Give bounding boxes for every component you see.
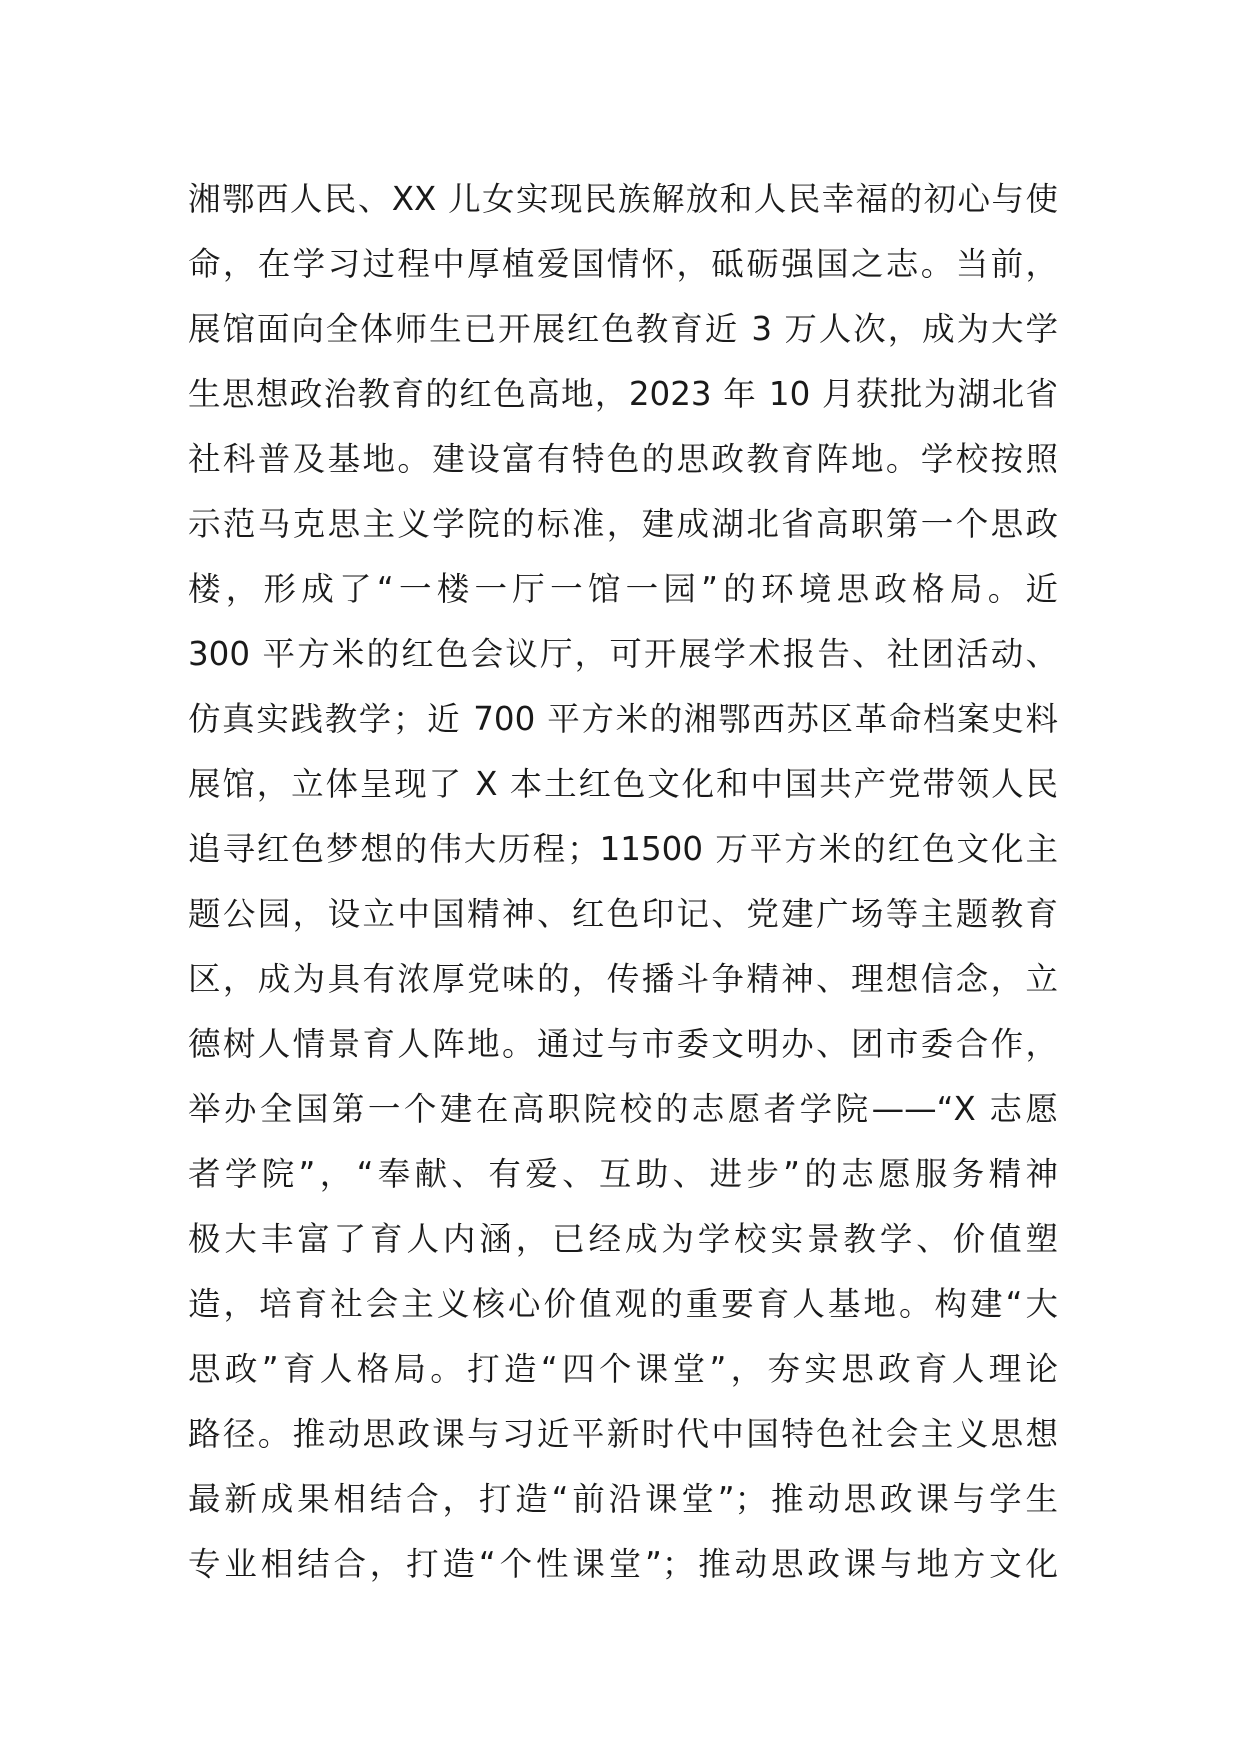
text-line-20: 路径。推动思政课与习近平新时代中国特色社会主义思想 <box>188 1415 1058 1453</box>
text-line-17: 极大丰富了育人内涵，已经成为学校实景教学、价值塑 <box>188 1220 1058 1258</box>
text-line-18: 造，培育社会主义核心价值观的重要育人基地。构建“大 <box>188 1285 1058 1323</box>
text-line-21: 最新成果相结合，打造“前沿课堂”；推动思政课与学生 <box>188 1480 1058 1518</box>
text-line-6: 示范马克思主义学院的标准，建成湖北省高职第一个思政 <box>188 505 1058 543</box>
text-line-16: 者学院”，“奉献、有爱、互助、进步”的志愿服务精神 <box>188 1155 1058 1193</box>
text-line-11: 追寻红色梦想的伟大历程；11500 万平方米的红色文化主 <box>188 830 1058 868</box>
text-line-12: 题公园，设立中国精神、红色印记、党建广场等主题教育 <box>188 895 1058 933</box>
text-line-3: 展馆面向全体师生已开展红色教育近 3 万人次，成为大学 <box>188 310 1058 348</box>
text-line-9: 仿真实践教学；近 700 平方米的湘鄂西苏区革命档案史料 <box>188 700 1058 738</box>
text-line-13: 区，成为具有浓厚党味的，传播斗争精神、理想信念，立 <box>188 960 1058 998</box>
text-line-8: 300 平方米的红色会议厅，可开展学术报告、社团活动、 <box>188 635 1058 673</box>
text-line-2: 命，在学习过程中厚植爱国情怀，砥砺强国之志。当前， <box>188 245 1058 283</box>
text-line-7: 楼，形成了“一楼一厅一馆一园”的环境思政格局。近 <box>188 570 1058 608</box>
text-line-1: 湘鄂西人民、XX 儿女实现民族解放和人民幸福的初心与使 <box>188 180 1058 218</box>
text-line-19: 思政”育人格局。打造“四个课堂”，夯实思政育人理论 <box>188 1350 1058 1388</box>
text-line-22: 专业相结合，打造“个性课堂”；推动思政课与地方文化 <box>188 1545 1058 1583</box>
text-line-15: 举办全国第一个建在高职院校的志愿者学院——“X 志愿 <box>188 1090 1058 1128</box>
text-line-5: 社科普及基地。建设富有特色的思政教育阵地。学校按照 <box>188 440 1058 478</box>
text-line-14: 德树人情景育人阵地。通过与市委文明办、团市委合作， <box>188 1025 1058 1063</box>
text-line-10: 展馆，立体呈现了 X 本土红色文化和中国共产党带领人民 <box>188 765 1058 803</box>
text-line-4: 生思想政治教育的红色高地，2023 年 10 月获批为湖北省 <box>188 375 1058 413</box>
body-paragraph <box>188 167 1058 1597</box>
